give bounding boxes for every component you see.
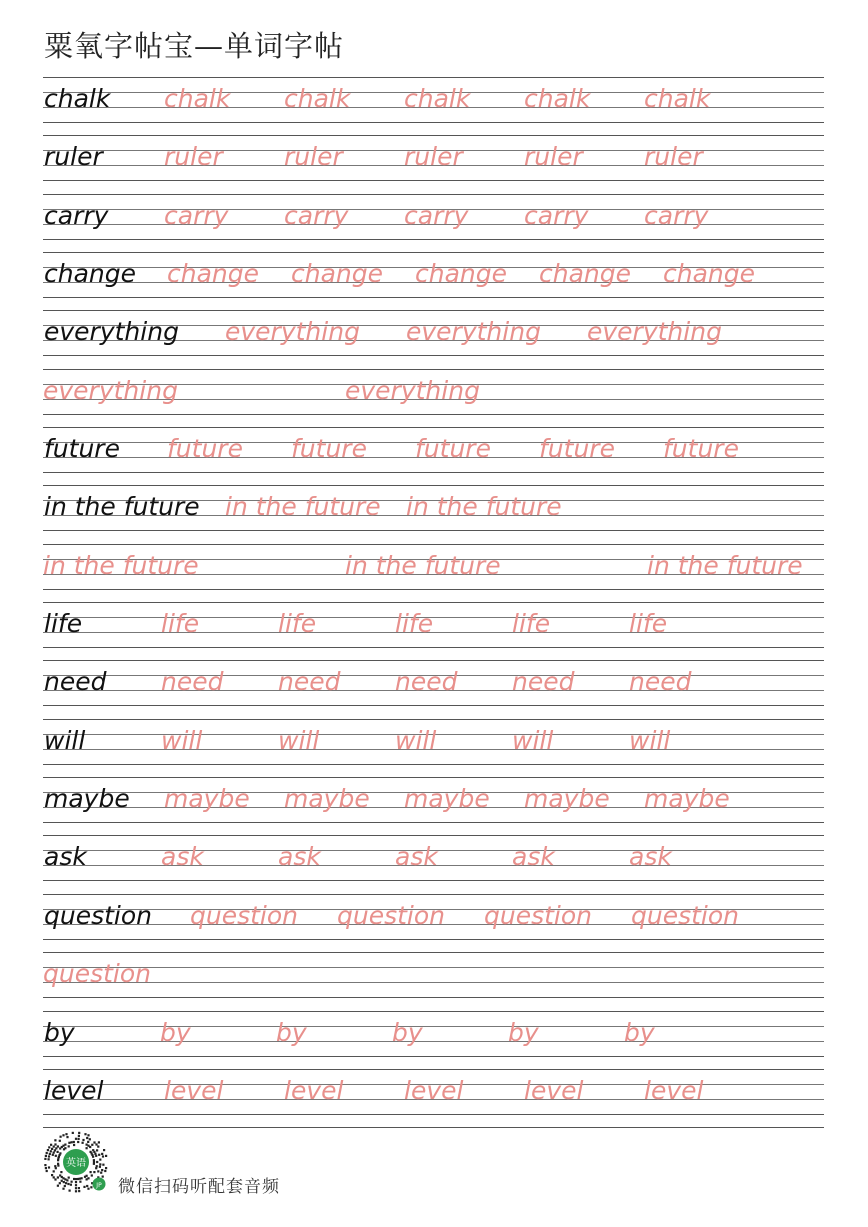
ruled-line	[43, 485, 824, 486]
trace-word: maybe	[524, 784, 610, 814]
qr-dot	[53, 1170, 55, 1172]
qr-dot	[63, 1181, 65, 1183]
qr-dot	[83, 1186, 85, 1188]
model-word: by	[44, 1017, 75, 1047]
model-word: question	[44, 900, 153, 930]
trace-word: chalk	[284, 84, 351, 113]
ruled-line	[43, 77, 824, 78]
trace-word: future	[539, 434, 615, 464]
qr-dot	[64, 1178, 66, 1180]
qr-dot	[81, 1177, 83, 1179]
trace-word: in the future	[647, 550, 803, 580]
ruled-line	[43, 180, 824, 181]
ruled-line	[43, 589, 824, 590]
qr-dot	[71, 1141, 73, 1143]
qr-dot	[79, 1181, 81, 1183]
trace-word: change	[663, 259, 756, 289]
practice-row	[43, 252, 824, 310]
qr-dot	[57, 1176, 59, 1178]
qr-dot	[75, 1138, 77, 1140]
trace-word: ruler	[524, 142, 583, 172]
qr-dot	[99, 1163, 101, 1165]
qr-dot	[97, 1146, 99, 1148]
qr-dot	[89, 1138, 91, 1140]
trace-word: in the future	[43, 550, 199, 580]
qr-dot	[82, 1142, 84, 1144]
qr-dot	[60, 1136, 62, 1138]
qr-dot	[75, 1181, 77, 1183]
qr-dot	[51, 1148, 53, 1150]
page-title: 粟氧字帖宝—单词字帖	[44, 29, 345, 63]
practice-row	[43, 894, 824, 952]
qr-dot	[59, 1140, 61, 1142]
qr-dot	[45, 1155, 47, 1157]
ruled-line	[43, 310, 824, 311]
qr-dot	[44, 1164, 46, 1166]
qr-dot	[54, 1165, 56, 1167]
ruled-line	[43, 705, 824, 706]
qr-dot	[86, 1147, 88, 1149]
practice-row	[43, 369, 824, 427]
trace-word: chalk	[164, 84, 231, 113]
qr-dot	[102, 1155, 104, 1157]
qr-dot	[60, 1171, 62, 1173]
qr-dot	[73, 1178, 75, 1180]
qr-dot	[100, 1172, 102, 1174]
trace-word: carry	[404, 200, 469, 230]
qr-dot	[98, 1141, 100, 1143]
qr-dot	[75, 1190, 77, 1192]
qr-dot	[48, 1146, 50, 1148]
qr-dot	[62, 1134, 64, 1136]
qr-dot	[46, 1152, 48, 1154]
trace-word: everything	[587, 317, 722, 347]
qr-dot	[84, 1133, 86, 1135]
qr-dot	[77, 1141, 79, 1143]
trace-word: change	[539, 259, 632, 289]
ruled-line	[43, 530, 824, 531]
qr-dot	[73, 1144, 75, 1146]
trace-word: by	[508, 1017, 539, 1047]
trace-word: level	[644, 1075, 704, 1105]
practice-row	[43, 310, 824, 368]
ruled-line	[43, 660, 824, 661]
trace-word: maybe	[164, 784, 250, 814]
qr-dot	[57, 1163, 59, 1165]
trace-word: everything	[406, 317, 541, 347]
qr-dot	[93, 1151, 95, 1153]
qr-dot	[75, 1184, 77, 1186]
qr-dot	[50, 1150, 52, 1152]
qr-dot	[75, 1178, 77, 1180]
qr-dot	[93, 1171, 95, 1173]
qr-dot	[48, 1158, 50, 1160]
qr-dot	[99, 1166, 101, 1168]
qr-dot	[87, 1188, 89, 1190]
practice-row	[43, 660, 824, 718]
trace-word: need	[278, 667, 341, 697]
trace-word: future	[167, 434, 243, 464]
model-word: everything	[44, 317, 179, 347]
qr-dot	[72, 1132, 74, 1134]
qr-dot	[101, 1169, 103, 1171]
qr-dot	[48, 1155, 50, 1157]
qr-dot	[61, 1180, 63, 1182]
practice-row	[43, 835, 824, 893]
qr-dot	[78, 1138, 80, 1140]
trace-word: carry	[164, 200, 229, 230]
trace-word: level	[404, 1075, 464, 1105]
practice-row	[43, 135, 824, 193]
qr-dot	[66, 1179, 68, 1181]
trace-word: carry	[524, 200, 589, 230]
qr-dot	[102, 1164, 104, 1166]
qr-dot	[59, 1174, 61, 1176]
trace-word: chalk	[644, 84, 711, 113]
trace-word: change	[291, 259, 384, 289]
model-word: in the future	[44, 492, 200, 522]
qr-dot	[99, 1159, 101, 1161]
trace-word: ask	[512, 842, 555, 872]
trace-word: ask	[395, 842, 438, 872]
trace-word: maybe	[284, 784, 370, 814]
qr-dot	[50, 1144, 52, 1146]
trace-word: will	[395, 725, 437, 755]
qr-dot	[84, 1176, 86, 1178]
model-word: need	[44, 667, 107, 697]
qr-dot	[59, 1152, 61, 1154]
ruled-line	[43, 967, 824, 968]
ruled-line	[43, 822, 824, 823]
qr-dot	[91, 1144, 93, 1146]
ruled-line	[43, 1114, 824, 1115]
qr-dot	[57, 1185, 59, 1187]
qr-dot	[102, 1176, 104, 1178]
qr-dot	[47, 1149, 49, 1151]
trace-word: change	[167, 259, 260, 289]
qr-dot	[49, 1153, 51, 1155]
model-word: maybe	[44, 784, 130, 814]
footer-scan-text: 微信扫码听配套音频	[118, 1177, 280, 1197]
qr-dot	[51, 1174, 53, 1176]
ruled-line	[43, 414, 824, 415]
qr-dot	[53, 1146, 55, 1148]
trace-word: life	[161, 609, 200, 639]
trace-word: by	[160, 1017, 191, 1047]
qr-dot	[55, 1167, 57, 1169]
qr-dot	[89, 1146, 91, 1148]
ruled-line	[43, 252, 824, 253]
trace-word: ask	[278, 842, 321, 872]
model-word: future	[44, 434, 120, 464]
qr-dot	[70, 1184, 72, 1186]
qr-dot	[69, 1190, 71, 1192]
qr-dot	[86, 1144, 88, 1146]
ruled-line	[43, 297, 824, 298]
qr-dot	[86, 1137, 88, 1139]
qr-dot	[91, 1174, 93, 1176]
ruled-line	[43, 135, 824, 136]
trace-word: ruler	[644, 142, 703, 172]
qr-dot	[96, 1161, 98, 1163]
model-word: chalk	[44, 84, 111, 113]
qr-dot	[86, 1185, 88, 1187]
ruled-line	[43, 764, 824, 765]
trace-word: level	[164, 1075, 224, 1105]
practice-row	[43, 485, 824, 543]
trace-word: future	[415, 434, 491, 464]
model-word: change	[44, 259, 137, 289]
trace-word: in the future	[225, 492, 381, 522]
practice-row	[43, 1011, 824, 1069]
trace-word: question	[631, 900, 740, 930]
ruled-line	[43, 239, 824, 240]
qr-dot	[73, 1141, 75, 1143]
qr-dot	[55, 1147, 57, 1149]
model-word: level	[44, 1075, 104, 1105]
ruled-line	[43, 369, 824, 370]
qr-dot	[53, 1176, 55, 1178]
trace-word: question	[190, 900, 299, 930]
ruled-line	[43, 835, 824, 836]
trace-word: everything	[43, 375, 178, 405]
qr-dot	[105, 1155, 107, 1157]
practice-row	[43, 777, 824, 835]
qr-badge-label: 英语	[66, 1158, 86, 1169]
trace-word: level	[524, 1075, 584, 1105]
qr-dot	[87, 1141, 89, 1143]
qr-dot	[71, 1181, 73, 1183]
trace-word: will	[161, 725, 203, 755]
ruled-line	[43, 777, 824, 778]
trace-word: need	[395, 667, 458, 697]
ruled-line	[43, 939, 824, 940]
trace-word: life	[395, 609, 434, 639]
ruled-line	[43, 122, 824, 123]
trace-word: question	[337, 900, 446, 930]
ruled-line	[43, 544, 824, 545]
qr-dot	[87, 1134, 89, 1136]
qr-dot	[65, 1182, 67, 1184]
qr-dot	[68, 1142, 70, 1144]
trace-word: need	[512, 667, 575, 697]
trace-word: ask	[161, 842, 204, 872]
practice-row	[43, 602, 824, 660]
trace-word: maybe	[404, 784, 490, 814]
trace-word: in the future	[345, 550, 501, 580]
trace-word: by	[624, 1017, 655, 1047]
qr-dot	[57, 1151, 59, 1153]
qr-dot	[75, 1187, 77, 1189]
qr-dot	[65, 1133, 67, 1135]
qr-dot	[54, 1178, 56, 1180]
qr-dot	[93, 1163, 95, 1165]
qr-dot	[96, 1165, 98, 1167]
qr-dot	[90, 1186, 92, 1188]
model-word: carry	[44, 200, 109, 230]
qr-dot	[57, 1145, 59, 1147]
ruled-line	[43, 355, 824, 356]
qr-dot	[87, 1177, 89, 1179]
model-word: life	[44, 609, 83, 639]
practice-row	[43, 77, 824, 135]
qr-dot	[53, 1152, 55, 1154]
ruled-line	[43, 647, 824, 648]
practice-row	[43, 544, 824, 602]
ruled-line	[43, 427, 824, 428]
qr-dot	[97, 1170, 99, 1172]
ruled-line	[43, 602, 824, 603]
ruled-line	[43, 880, 824, 881]
trace-word: ruler	[284, 142, 343, 172]
qr-dot	[101, 1153, 103, 1155]
ruled-line	[43, 1011, 824, 1012]
qr-dot	[77, 1178, 79, 1180]
ruled-line	[43, 952, 824, 953]
qr-dot	[55, 1155, 57, 1157]
qr-dot	[78, 1187, 80, 1189]
ruled-line	[43, 894, 824, 895]
qr-dot	[86, 1178, 88, 1180]
qr-dot	[105, 1167, 107, 1169]
model-word: will	[44, 725, 86, 755]
trace-word: everything	[345, 375, 480, 405]
trace-word: ruler	[164, 142, 223, 172]
trace-word: life	[278, 609, 317, 639]
qr-dot	[93, 1159, 95, 1161]
qr-dot	[92, 1156, 94, 1158]
qr-dot	[59, 1182, 61, 1184]
trace-word: life	[512, 609, 551, 639]
qr-dot	[98, 1154, 100, 1156]
qr-dot	[90, 1171, 92, 1173]
trace-word: need	[161, 667, 224, 697]
trace-word: carry	[284, 200, 349, 230]
trace-word: maybe	[644, 784, 730, 814]
qr-dot	[67, 1183, 69, 1185]
trace-word: ruler	[404, 142, 463, 172]
ruled-line	[43, 719, 824, 720]
qr-dot	[95, 1155, 97, 1157]
qr-dot	[95, 1167, 97, 1169]
qr-dot	[54, 1139, 56, 1141]
trace-word: chalk	[524, 84, 591, 113]
trace-word: level	[284, 1075, 344, 1105]
qr-code-icon[interactable]	[40, 1128, 112, 1196]
trace-word: future	[663, 434, 739, 464]
qr-dot	[62, 1145, 64, 1147]
qr-dot	[94, 1153, 96, 1155]
qr-dot	[68, 1145, 70, 1147]
trace-word: need	[629, 667, 692, 697]
qr-dot	[64, 1144, 66, 1146]
qr-dot	[82, 1139, 84, 1141]
qr-dot	[48, 1166, 50, 1168]
practice-row	[43, 427, 824, 485]
qr-dot	[78, 1190, 80, 1192]
trace-word: everything	[225, 317, 360, 347]
trace-word: in the future	[406, 492, 562, 522]
trace-word: will	[629, 725, 671, 755]
model-word: ask	[44, 842, 87, 872]
trace-word: chalk	[404, 84, 471, 113]
qr-dot	[95, 1143, 97, 1145]
qr-dot	[54, 1149, 56, 1151]
qr-dot	[96, 1149, 98, 1151]
qr-dot	[78, 1135, 80, 1137]
qr-dot	[93, 1141, 95, 1143]
trace-word: will	[278, 725, 320, 755]
ruled-line	[43, 997, 824, 998]
qr-dot	[104, 1170, 106, 1172]
sheet-bottom-line	[43, 1127, 824, 1128]
trace-word: question	[43, 959, 152, 989]
qr-corner-label: JP	[96, 1182, 102, 1189]
ruled-line	[43, 194, 824, 195]
trace-word: by	[392, 1017, 423, 1047]
qr-dot	[54, 1143, 56, 1145]
trace-word: carry	[644, 200, 709, 230]
qr-dot	[68, 1177, 70, 1179]
qr-dot	[62, 1188, 64, 1190]
trace-word: ask	[629, 842, 672, 872]
trace-word: future	[291, 434, 367, 464]
qr-dot	[45, 1167, 47, 1169]
qr-dot	[64, 1185, 66, 1187]
trace-word: question	[484, 900, 593, 930]
ruled-line	[43, 1069, 824, 1070]
practice-row	[43, 719, 824, 777]
ruled-line	[43, 982, 824, 983]
qr-dot	[64, 1147, 66, 1149]
practice-sheet	[43, 77, 824, 1127]
practice-row	[43, 194, 824, 252]
practice-row	[43, 1069, 824, 1127]
qr-dot	[103, 1149, 105, 1151]
practice-row	[43, 952, 824, 1010]
qr-dot	[66, 1136, 68, 1138]
qr-dot	[44, 1158, 46, 1160]
ruled-line	[43, 1056, 824, 1057]
trace-word: by	[276, 1017, 307, 1047]
trace-word: will	[512, 725, 554, 755]
ruled-line	[43, 472, 824, 473]
trace-word: life	[629, 609, 668, 639]
qr-dot	[46, 1170, 48, 1172]
trace-word: change	[415, 259, 508, 289]
model-word: ruler	[44, 142, 103, 172]
qr-dot	[78, 1132, 80, 1134]
qr-dot	[52, 1154, 54, 1156]
